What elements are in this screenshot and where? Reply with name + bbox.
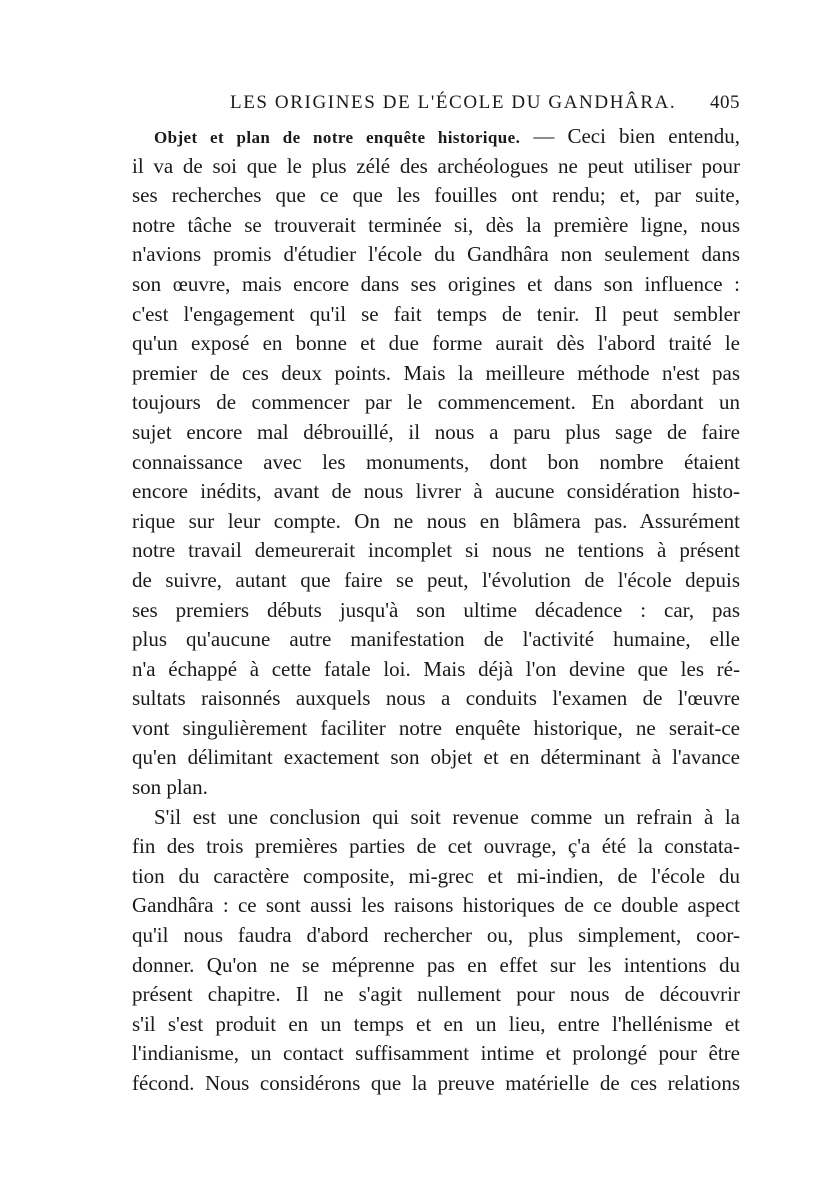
text-line: vont singulièrement faciliter notre enquête historique, ne serait-ce <box>132 715 740 740</box>
text-line: qu'en délimitant exactement son objet et en déterminant à l'avance <box>132 745 740 770</box>
text-line: Objet et plan de notre enquête historique. — Ceci bien entendu, <box>154 124 740 148</box>
text-line: n'a échappé à cette fatale loi. Mais déjà l'on devine que les ré- <box>132 656 740 681</box>
text-line: plus qu'aucune autre manifestation de l'activité humaine, elle <box>132 627 740 652</box>
running-header <box>132 92 740 116</box>
text-line: c'est l'engagement qu'il se fait temps de tenir. Il peut sembler <box>132 301 740 326</box>
text-line: donner. Qu'on ne se méprenne pas en effet sur les intentions du <box>132 952 740 977</box>
text-line: toujours de commencer par le commencement. En abordant un <box>132 390 740 415</box>
text-line: l'indianisme, un contact suffisamment intime et prolongé pour être <box>132 1041 740 1066</box>
text-line: connaissance avec les monuments, dont bon nombre étaient <box>132 449 740 474</box>
running-title: LES ORIGINES DE L'ÉCOLE DU GANDHÂRA. <box>230 92 677 113</box>
text-line: son œuvre, mais encore dans ses origines et dans son influence : <box>132 271 740 296</box>
text-line: qu'il nous faudra d'abord rechercher ou, plus simplement, coor- <box>132 923 740 948</box>
text-line: ses premiers débuts jusqu'à son ultime décadence : car, pas <box>132 597 740 622</box>
text-line: sultats raisonnés auxquels nous a conduits l'examen de l'œuvre <box>132 686 740 711</box>
text-line: s'il s'est produit en un temps et en un lieu, entre l'hellénisme et <box>132 1011 740 1036</box>
section-heading: Objet et plan de notre enquête historique. <box>154 128 521 147</box>
page-number: 405 <box>710 92 740 113</box>
text-line: fécond. Nous considérons que la preuve matérielle de ces relations <box>132 1071 740 1095</box>
paragraph-2 <box>132 803 740 1099</box>
text-line: ses recherches que ce que les fouilles ont rendu; et, par suite, <box>132 183 740 208</box>
text-line: n'avions promis d'étudier l'école du Gandhâra non seulement dans <box>132 242 740 267</box>
text-line: premier de ces deux points. Mais la meilleure méthode n'est pas <box>132 360 740 385</box>
text-line: notre travail demeurerait incomplet si nous ne tentions à présent <box>132 538 740 563</box>
text-line: fin des trois premières parties de cet ouvrage, ç'a été la constata- <box>132 834 740 859</box>
text-line: présent chapitre. Il ne s'agit nullement pour nous de découvrir <box>132 982 740 1007</box>
text-line: notre tâche se trouverait terminée si, dès la première ligne, nous <box>132 212 740 237</box>
text-line: rique sur leur compte. On ne nous en blâmera pas. Assurément <box>132 508 740 533</box>
text-line: tion du caractère composite, mi-grec et mi-indien, de l'école du <box>132 863 740 888</box>
body-text <box>132 122 740 1099</box>
text-line: Gandhâra : ce sont aussi les raisons historiques de ce double aspect <box>132 893 740 918</box>
text-line: qu'un exposé en bonne et due forme aurait dès l'abord traité le <box>132 331 740 356</box>
text-line: il va de soi que le plus zélé des archéologues ne peut utiliser pour <box>132 153 740 178</box>
text-line: son plan. <box>132 775 208 800</box>
text-line: encore inédits, avant de nous livrer à aucune considération histo- <box>132 479 740 504</box>
text-line: sujet encore mal débrouillé, il nous a paru plus sage de faire <box>132 419 740 444</box>
paragraph-1 <box>132 122 740 803</box>
text-line: S'il est une conclusion qui soit revenue comme un refrain à la <box>154 804 740 829</box>
text-line: de suivre, autant que faire se peut, l'évolution de l'école depuis <box>132 567 740 592</box>
